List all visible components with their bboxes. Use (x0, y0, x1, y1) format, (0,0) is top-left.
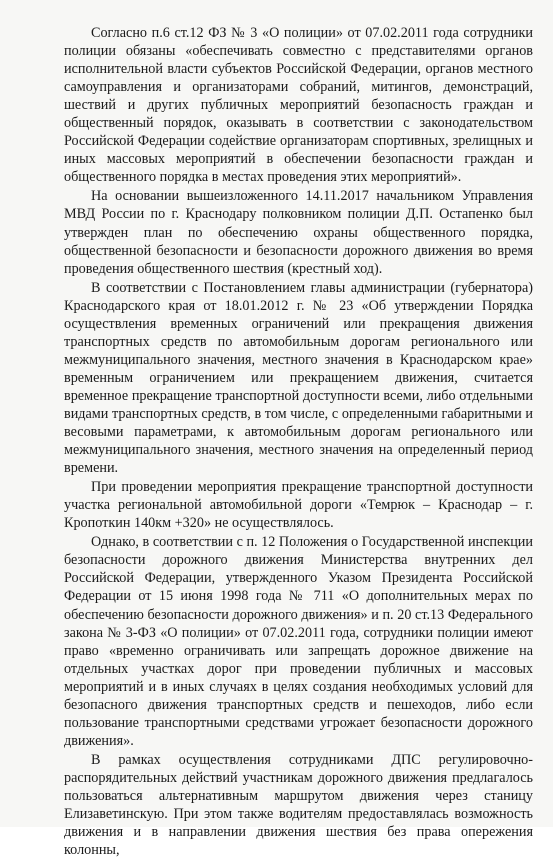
paragraph-traffic-police-rights: Однако, в соответствии с п. 12 Положения о Государственной инспекции безопасности дорожного движения Министерства внутренних дел Российской Федерации, утвержденного Указом Президента Российской Федерации от 15 июня 1998 года № 711 «О дополнительных мерах по обеспечению безопасности дорожного движения» и п. 20 ст.13 Федерального закона № 3-ФЗ «О полиции» от 07.02.2011 года, сотрудники полиции имеют право «временно ограничивать или запрещать дорожное движение на отдельных участках дорог при проведении публичных и массовых мероприятий и в иных случаях в целях создания необходимых условий для безопасного движения транспортных средств и пешеходов, либо если пользование транспортными средствами угрожает безопасности дорожного движения». (64, 534, 533, 749)
paragraph-alternative-route: В рамках осуществления сотрудниками ДПС регулировочно-распорядительных действий участникам дорожного движения предлагалось пользоваться альтернативным маршрутом движения через станицу Елизаветинскую. При этом также водителям предоставлялась возможность движения и в направлении движения шествия без права опережения колонны, (64, 751, 533, 859)
paragraph-governor-resolution: В соответствии с Постановлением главы администрации (губернатора) Краснодарского края от 18.01.2012 г. № 23 «Об утверждении Порядка осуществления временных ограничений или прекращения движения транспортных средств по автомобильным дорогам регионального или межмуниципального значения, местного значения в Краснодарском крае» временным ограничением или прекращением движения, считается временное прекращение транспортной доступности всеми, либо отдельными видами транспортных средств, в том числе, с определенными габаритными и весовыми параметрами, к автомобильным дорогам регионального или межмуниципального значения, местного значения на определенный период времени. (64, 279, 533, 477)
paragraph-road-access: При проведении мероприятия прекращение транспортной доступности участка региональной автомобильной дороги «Темрюк – Краснодар – г. Кропоткин 140км +320» не осуществлялось. (64, 479, 533, 532)
paragraph-security-plan: На основании вышеизложенного 14.11.2017 начальником Управления МВД России по г. Краснодару полковником полиции Д.П. Остапенко был утвержден план по обеспечению охраны общественного порядка, общественной безопасности и безопасности дорожного движения во время проведения общественного шествия (крестный ход). (64, 188, 533, 277)
paragraph-police-law-duties: Согласно п.6 ст.12 ФЗ № 3 «О полиции» от 07.02.2011 года сотрудники полиции обязаны «обеспечивать совместно с представителями органов исполнительной власти субъектов Российской Федерации, органов местного самоуправления и организаторами собраний, митингов, демонстраций, шествий и других публичных мероприятий безопасность граждан и общественный порядок, оказывать в соответствии с законодательством Российской Федерации содействие организаторам спортивных, зрелищных и иных массовых мероприятий в обеспечении безопасности граждан и общественного порядка в местах проведения этих мероприятий». (64, 25, 533, 186)
